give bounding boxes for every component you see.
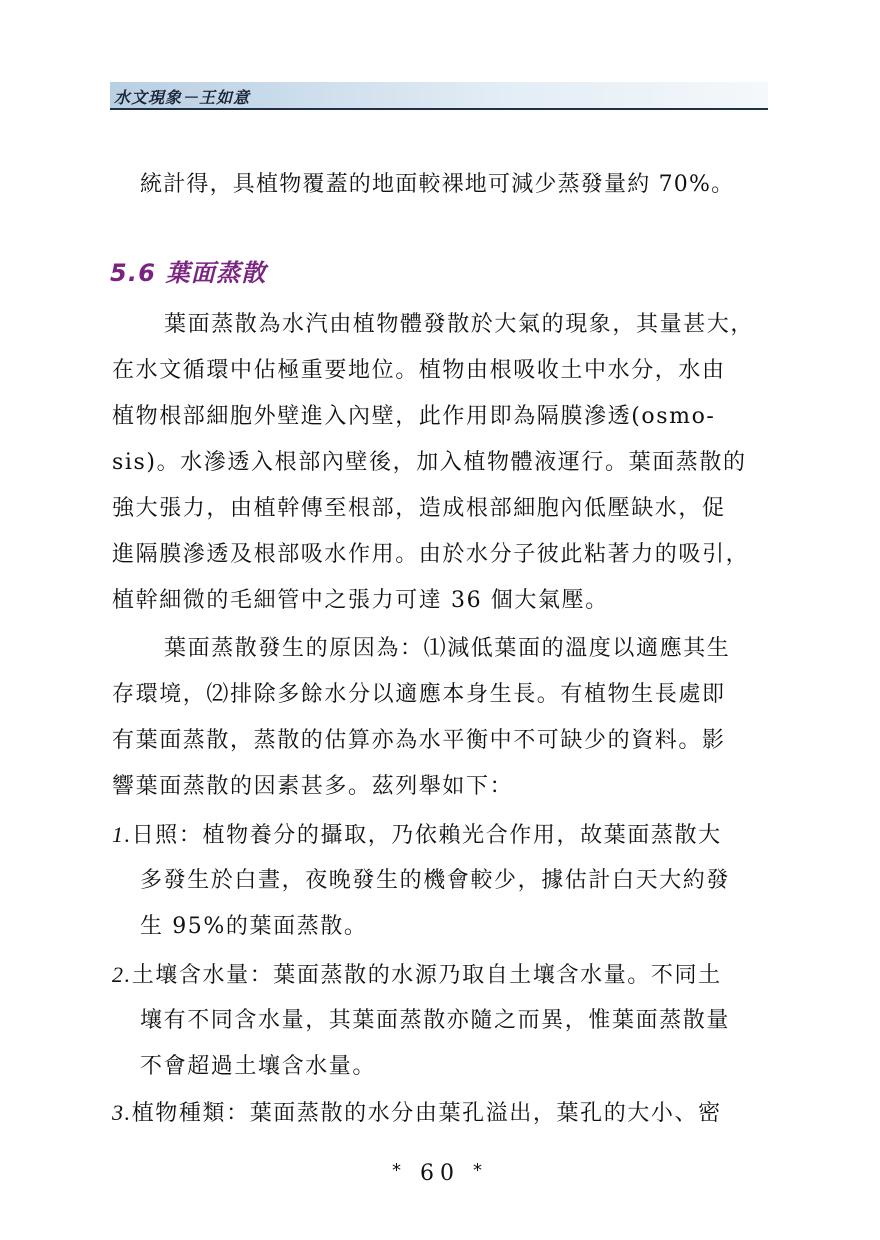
list-item-number: 1. bbox=[112, 822, 132, 847]
paragraph-line: sis)。水滲透入根部內壁後，加入植物體液運行。葉面蒸散的 bbox=[112, 450, 747, 475]
paragraph-line: 在水文循環中佔極重要地位。植物由根吸收土中水分，水由 bbox=[112, 358, 726, 383]
paragraph-line: 葉面蒸散發生的原因為：⑴減低葉面的溫度以適應其生 bbox=[164, 636, 731, 661]
list-item-line: 不會超過土壤含水量。 bbox=[140, 1054, 377, 1079]
list-item bbox=[112, 960, 722, 991]
paragraph-line: 存環境，⑵排除多餘水分以適應本身生長。有植物生長處即 bbox=[112, 682, 726, 707]
list-item-text: 日照：植物養分的攝取，乃依賴光合作用，故葉面蒸散大 bbox=[131, 823, 722, 848]
header-title: 水文現象－王如意 bbox=[114, 88, 251, 107]
ornament-star: * bbox=[473, 1160, 488, 1181]
section-heading: 5.6 葉面蒸散 bbox=[110, 259, 267, 287]
list-item-number: 2. bbox=[112, 962, 132, 987]
list-item bbox=[112, 1098, 722, 1129]
paragraph-line: 強大張力，由植幹傳至根部，造成根部細胞內低壓缺水，促 bbox=[112, 496, 726, 521]
paragraph-line: 植物根部細胞外壁進入內壁，此作用即為隔膜滲透(osmo- bbox=[112, 404, 716, 429]
page-footer bbox=[0, 1160, 880, 1186]
list-item-line: 多發生於白晝，夜晚發生的機會較少，據估計白天大約發 bbox=[140, 868, 731, 893]
list-item-line: 壤有不同含水量，其葉面蒸散亦隨之而異，惟葉面蒸散量 bbox=[140, 1008, 731, 1033]
list-item-text: 土壤含水量：葉面蒸散的水源乃取自土壤含水量。不同土 bbox=[131, 963, 722, 988]
paragraph-line: 進隔膜滲透及根部吸水作用。由於水分子彼此粘著力的吸引， bbox=[112, 542, 750, 567]
paragraph-line: 植幹細微的毛細管中之張力可達 36 個大氣壓。 bbox=[112, 588, 609, 613]
list-item-text: 植物種類：葉面蒸散的水分由葉孔溢出，葉孔的大小、密 bbox=[131, 1101, 722, 1126]
list-item-line: 生 95%的葉面蒸散。 bbox=[140, 914, 368, 939]
paragraph-line: 有葉面蒸散，蒸散的估算亦為水平衡中不可缺少的資料。影 bbox=[112, 728, 726, 753]
list-item-number: 3. bbox=[112, 1100, 132, 1125]
ornament-star: * bbox=[392, 1160, 407, 1181]
paragraph-line: 響葉面蒸散的因素甚多。茲列舉如下： bbox=[112, 774, 514, 799]
paragraph-line: 葉面蒸散為水汽由植物體發散於大氣的現象，其量甚大， bbox=[164, 312, 755, 337]
page-number: 60 bbox=[420, 1161, 460, 1186]
continued-text-line: 統計得，具植物覆蓋的地面較裸地可減少蒸發量約 70%。 bbox=[140, 172, 735, 197]
running-header bbox=[110, 82, 768, 110]
list-item bbox=[112, 820, 722, 851]
